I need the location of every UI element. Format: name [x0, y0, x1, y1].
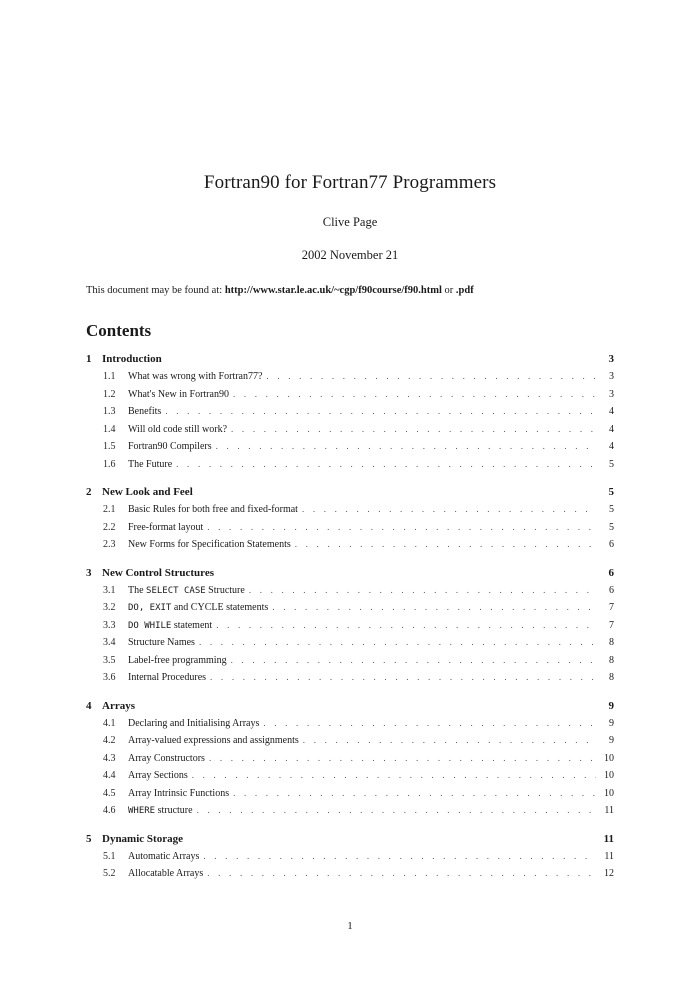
toc-subsection-entry[interactable]: [86, 406, 614, 424]
toc-subsection-number: 2.3: [103, 539, 116, 550]
dot-leader: [199, 637, 596, 647]
toc-subsection-title: Array Intrinsic Functions: [128, 787, 230, 799]
toc-subsection-title: The Future: [128, 458, 173, 470]
toc-subsection-title: Automatic Arrays: [128, 850, 200, 862]
title-prefix: The: [128, 584, 147, 596]
dot-leader: [192, 770, 596, 780]
toc-section-entry[interactable]: [86, 700, 614, 718]
dot-leader: [207, 868, 596, 878]
dot-leader: [302, 504, 596, 514]
toc-subsection-page: 4: [609, 423, 614, 435]
toc-subsection-page: 5: [609, 504, 614, 515]
toc-subsection-title: What's New in Fortran90: [128, 388, 229, 400]
toc-subsection-title: Array Constructors: [128, 752, 205, 764]
toc-section-entry[interactable]: [86, 353, 614, 371]
toc-subsection-entry[interactable]: [86, 441, 614, 459]
toc-subsection-page: 4: [609, 406, 614, 417]
document-pdf-link[interactable]: .pdf: [455, 285, 474, 296]
toc-section-number: 1: [86, 353, 92, 365]
toc-section-title: Introduction: [102, 353, 162, 365]
toc-subsection-page: 8: [609, 637, 614, 648]
toc-subsection-number: 1.5: [103, 441, 116, 452]
toc-subsection-title: Allocatable Arrays: [128, 868, 204, 879]
toc-subsection-entry[interactable]: [86, 735, 614, 753]
toc-subsection-title: Will old code still work?: [128, 423, 228, 435]
toc-subsection-number: 3.3: [103, 619, 116, 631]
toc-subsection-entry[interactable]: [86, 655, 614, 673]
toc-section: [86, 567, 614, 690]
toc-subsection-entry[interactable]: [86, 851, 614, 869]
title-suffix: structure: [155, 805, 193, 816]
code-keyword: DO WHILE: [128, 620, 172, 631]
dot-leader: [272, 602, 596, 612]
toc-subsection-page: 8: [609, 672, 614, 683]
toc-subsection-page: 5: [609, 458, 614, 470]
toc-section: [86, 353, 614, 476]
toc-section-title: New Look and Feel: [102, 486, 193, 498]
toc-subsection-page: 3: [609, 371, 614, 382]
dot-leader: [203, 851, 596, 861]
toc-subsection-entry[interactable]: [86, 620, 614, 638]
toc-subsection-number: 3.1: [103, 584, 116, 596]
dot-leader: [233, 788, 596, 798]
toc-subsection-entry[interactable]: [86, 585, 614, 603]
dot-leader: [207, 522, 596, 532]
toc-subsection-page: 10: [604, 752, 614, 764]
toc-subsection-title: New Forms for Specification Statements: [128, 539, 291, 550]
toc-subsection-number: 3.5: [103, 654, 116, 666]
toc-subsection-entry[interactable]: [86, 522, 614, 540]
toc-subsection-entry[interactable]: [86, 602, 614, 620]
toc-subsection-number: 3.4: [103, 637, 116, 648]
code-keyword: WHERE: [128, 806, 156, 816]
toc-subsection-number: 1.3: [103, 406, 116, 417]
toc-subsection-page: 9: [609, 717, 614, 729]
toc-subsection-title: Free-format layout: [128, 521, 204, 533]
toc-subsection-number: 4.5: [103, 787, 116, 799]
toc-section-page: 5: [608, 486, 614, 498]
title-suffix: statement: [171, 619, 213, 631]
toc-section-page: 11: [603, 832, 614, 845]
dot-leader: [231, 655, 596, 665]
dot-leader: [266, 371, 596, 381]
toc-section-page: 9: [608, 699, 614, 712]
toc-section: [86, 700, 614, 823]
toc-subsection-page: 4: [609, 441, 614, 452]
title-suffix: and CYCLE statements: [171, 602, 269, 613]
document-date: 2002 November 21: [301, 248, 399, 262]
toc-subsection-page: 3: [609, 388, 614, 400]
toc-subsection-entry[interactable]: [86, 371, 614, 389]
toc-section-number: 4: [86, 699, 92, 712]
toc-subsection-entry[interactable]: [86, 770, 614, 788]
dot-leader: [263, 718, 596, 728]
toc-subsection-title: [128, 620, 216, 631]
dot-leader: [209, 753, 596, 763]
toc-subsection-number: 1.2: [103, 388, 116, 400]
location-or: or: [441, 285, 456, 296]
document-url-link[interactable]: http://www.star.le.ac.uk/~cgp/f90course/f90.html: [224, 285, 442, 296]
toc-section-entry[interactable]: [86, 486, 614, 504]
toc-subsection-page: 6: [609, 539, 614, 550]
toc-subsection-title: Declaring and Initialising Arrays: [128, 717, 260, 729]
toc-subsection-entry[interactable]: [86, 637, 614, 655]
toc-section-title: Arrays: [102, 699, 135, 712]
document-location-line: [86, 285, 626, 296]
toc-subsection-page: 7: [609, 619, 614, 631]
dot-leader: [216, 441, 596, 451]
toc-subsection-title: Array Sections: [128, 770, 188, 781]
location-prefix: This document may be found at:: [86, 285, 225, 296]
toc-section: [86, 486, 614, 557]
toc-subsection-page: 11: [604, 850, 614, 862]
toc-subsection-number: 4.3: [103, 752, 116, 764]
toc-section-title: New Control Structures: [102, 566, 215, 579]
toc-section-number: 3: [86, 566, 92, 579]
toc-subsection-title: [128, 585, 249, 596]
toc-subsection-title: [128, 805, 197, 816]
toc-subsection-entry[interactable]: [86, 424, 614, 442]
document-title: Fortran90 for Fortran77 Programmers: [203, 172, 497, 193]
toc-subsection-number: 2.1: [103, 504, 116, 515]
toc-subsection-title: Internal Procedures: [128, 672, 207, 683]
table-of-contents: [86, 353, 614, 896]
toc-subsection-title: Structure Names: [128, 637, 195, 648]
toc-subsection-entry[interactable]: [86, 805, 614, 823]
toc-section-entry[interactable]: [86, 567, 614, 585]
toc-subsection-page: 6: [609, 584, 614, 596]
dot-leader: [176, 459, 596, 469]
dot-leader: [303, 735, 596, 745]
toc-subsection-entry[interactable]: [86, 389, 614, 407]
toc-subsection-title: What was wrong with Fortran77?: [128, 371, 263, 382]
toc-subsection-number: 4.4: [103, 770, 116, 781]
toc-subsection-number: 5.2: [103, 868, 116, 879]
toc-subsection-number: 2.2: [103, 521, 116, 533]
toc-subsection-page: 10: [604, 770, 614, 781]
toc-subsection-title: [128, 602, 272, 613]
dot-leader: [295, 539, 596, 549]
toc-subsection-entry[interactable]: [86, 672, 614, 690]
code-keyword: DO, EXIT: [128, 603, 172, 613]
dot-leader: [249, 585, 596, 595]
toc-subsection-number: 3.6: [103, 672, 116, 683]
toc-subsection-entry[interactable]: [86, 459, 614, 477]
toc-section-page: 3: [608, 353, 614, 365]
toc-subsection-title: Basic Rules for both free and fixed-format: [128, 504, 298, 515]
toc-section-title: Dynamic Storage: [102, 832, 183, 845]
toc-subsection-page: 10: [604, 787, 614, 799]
dot-leader: [165, 406, 596, 416]
toc-subsection-number: 1.4: [103, 423, 116, 435]
toc-subsection-entry[interactable]: [86, 868, 614, 886]
toc-subsection-page: 9: [609, 735, 614, 746]
dot-leader: [233, 389, 596, 399]
toc-subsection-title: Array-valued expressions and assignments: [128, 735, 299, 746]
toc-subsection-page: 12: [604, 868, 614, 879]
document-author: Clive Page: [322, 215, 378, 229]
toc-section: [86, 833, 614, 886]
toc-subsection-number: 4.2: [103, 735, 116, 746]
toc-subsection-page: 5: [609, 521, 614, 533]
toc-subsection-number: 4.6: [103, 805, 116, 816]
toc-section-entry[interactable]: [86, 833, 614, 851]
toc-section-page: 6: [608, 566, 614, 579]
toc-subsection-number: 3.2: [103, 602, 116, 613]
toc-subsection-page: 8: [609, 654, 614, 666]
page-number: 1: [347, 920, 353, 932]
toc-subsection-entry[interactable]: [86, 504, 614, 522]
dot-leader: [231, 424, 596, 434]
toc-subsection-entry[interactable]: [86, 718, 614, 736]
toc-subsection-number: 1.6: [103, 458, 116, 470]
toc-subsection-entry[interactable]: [86, 753, 614, 771]
dot-leader: [210, 672, 596, 682]
code-keyword: SELECT CASE: [146, 585, 206, 596]
toc-subsection-entry[interactable]: [86, 539, 614, 557]
toc-subsection-entry[interactable]: [86, 788, 614, 806]
toc-subsection-page: 7: [609, 602, 614, 613]
toc-subsection-number: 1.1: [103, 371, 116, 382]
toc-section-number: 5: [86, 832, 92, 845]
toc-subsection-number: 4.1: [103, 717, 116, 729]
toc-subsection-page: 11: [604, 805, 614, 816]
toc-section-number: 2: [86, 486, 92, 498]
contents-heading: Contents: [86, 321, 152, 340]
toc-subsection-title: Benefits: [128, 406, 162, 417]
dot-leader: [197, 805, 596, 815]
toc-subsection-title: Label-free programming: [128, 654, 227, 666]
title-suffix: Structure: [205, 584, 245, 596]
toc-subsection-number: 5.1: [103, 850, 116, 862]
dot-leader: [216, 620, 596, 630]
toc-subsection-title: Fortran90 Compilers: [128, 441, 212, 452]
